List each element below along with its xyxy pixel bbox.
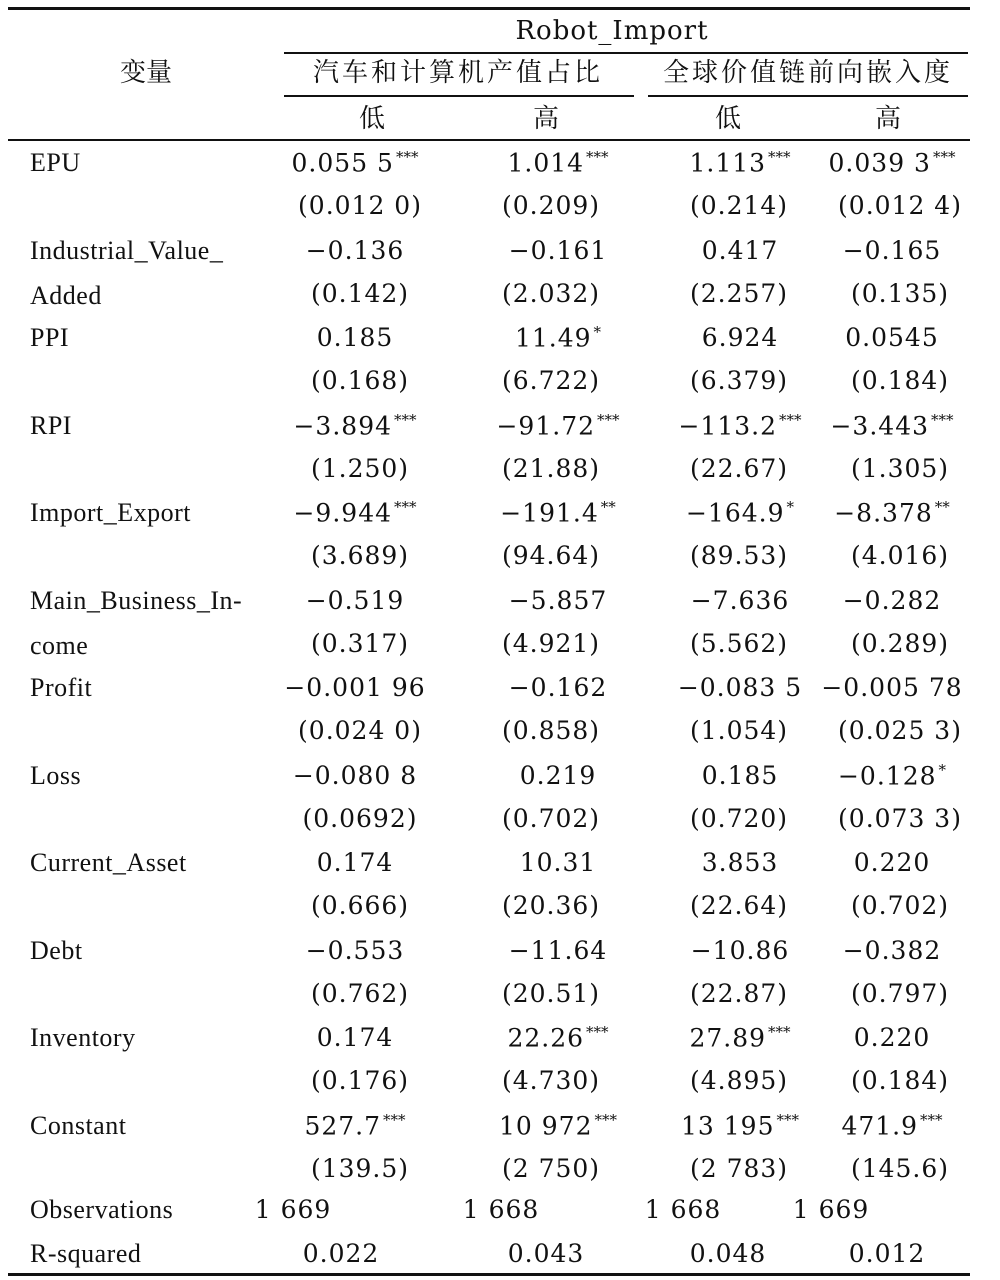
standard-error: (0.168) [310,366,410,395]
standard-error: (94.64) [501,541,601,570]
rsquared-value: 0.043 [507,1239,585,1268]
variable-label: Profit [30,673,93,702]
coefficient: 6.924 [701,323,779,352]
standard-error: (0.289) [850,628,950,658]
standard-error: (21.88) [501,453,601,483]
significance-stars: *** [920,1110,943,1129]
standard-error: (0.176) [310,1066,410,1095]
standard-error: (4.730) [501,1066,601,1095]
group-header-2: 全球价值链前向嵌入度 [662,58,954,88]
standard-error: (0.142) [310,278,410,308]
significance-stars: *** [586,148,609,166]
coefficient: −3.894 *** [293,410,417,440]
subgroup-rule-1 [284,95,634,97]
rsquared-value: 0.048 [689,1239,767,1268]
standard-error: (0.012 4) [838,191,962,220]
variable-label: Import_Export [30,498,192,527]
coefficient: 0.039 3 *** [828,148,956,178]
standard-error: (6.722) [501,366,601,395]
significance-stars: *** [931,410,954,429]
standard-error: (0.012 0) [298,191,422,220]
standard-error: (0.317) [310,628,410,658]
standard-error: (2 750) [501,1153,601,1183]
standard-error: (20.51) [501,978,601,1008]
coefficient: −191.4 ** [500,498,616,528]
standard-error: (0.184) [850,1066,950,1095]
coefficient: 0.219 [519,760,597,790]
standard-error: (0.702) [501,803,601,833]
group-header-1: 汽车和计算机产值占比 [312,58,604,88]
standard-error: (0.024 0) [298,716,422,745]
observations-label: Observations [30,1195,174,1224]
subgroup-header-3: 低 [714,104,742,134]
significance-stars: *** [768,1023,791,1041]
standard-error: (0.073 3) [838,803,962,833]
rsquared-value: 0.012 [848,1239,926,1268]
coefficient: 0.417 [701,235,779,265]
significance-stars: *** [594,1110,617,1129]
coefficient: −0.519 [305,585,405,615]
standard-error: (2.032) [501,278,601,308]
dependent-variable-header: Robot_Import [515,16,709,46]
variable-column-header: 变量 [119,58,173,88]
subgroup-header-1: 低 [358,104,386,134]
significance-stars: *** [586,1023,609,1041]
standard-error: (20.36) [501,891,601,920]
significance-stars: *** [776,1110,799,1129]
header-rule [8,139,970,141]
significance-stars: * [938,760,947,779]
rsquared-label: R-squared [30,1239,142,1268]
coefficient: −8.378 ** [834,498,950,528]
coefficient: 0.0545 [845,323,939,352]
coefficient: 0.055 5 *** [291,148,419,178]
variable-label: EPU [30,148,81,177]
significance-stars: *** [394,498,417,516]
standard-error: (2.257) [689,278,789,308]
observations-value: 1 668 [462,1195,540,1224]
rsquared-value: 0.022 [302,1239,380,1268]
coefficient: −9.944 *** [293,498,417,528]
standard-error: (22.64) [689,891,789,920]
coefficient: −0.162 [508,673,608,702]
group-rule [284,52,968,54]
standard-error: (0.720) [689,803,789,833]
standard-error: (1.250) [310,453,410,483]
variable-label: Industrial_Value_ [30,235,224,265]
coefficient: −0.128 * [837,760,947,790]
coefficient: 0.185 [316,323,394,352]
coefficient: 10.31 [519,848,597,877]
standard-error: (4.895) [689,1066,789,1095]
subgroup-header-2: 高 [532,104,560,134]
variable-label: Main_Business_In- [30,585,243,615]
subgroup-rule-2 [648,95,968,97]
standard-error: (4.016) [850,541,950,570]
coefficient: 11.49 * [514,323,602,353]
standard-error: (0.209) [501,191,601,220]
standard-error: (22.67) [689,453,789,483]
coefficient: 0.185 [701,760,779,790]
coefficient: 13 195 *** [681,1110,799,1140]
variable-label-continued: come [30,630,89,660]
coefficient: 27.89 *** [689,1023,791,1053]
coefficient: −164.9 * [685,498,795,528]
standard-error: (0.214) [689,191,789,220]
variable-label: Debt [30,935,83,965]
coefficient: 0.174 [316,1023,394,1052]
coefficient: 0.174 [316,848,394,877]
coefficient: 1.113 *** [689,148,791,178]
standard-error: (4.921) [501,628,601,658]
variable-label: Loss [30,760,82,790]
standard-error: (0.184) [850,366,950,395]
standard-error: (22.87) [689,978,789,1008]
coefficient: −0.001 96 [284,673,426,702]
coefficient: −113.2 *** [678,410,802,440]
significance-stars: *** [395,148,419,166]
standard-error: (2 783) [689,1153,789,1183]
coefficient: −7.636 [690,585,790,615]
bottom-rule [8,1273,970,1276]
coefficient: −0.553 [305,935,405,965]
variable-label: RPI [30,410,72,440]
variable-label: Inventory [30,1023,136,1052]
standard-error: (0.025 3) [838,716,962,745]
coefficient: 22.26 *** [507,1023,609,1053]
standard-error: (1.054) [689,716,789,745]
standard-error: (1.305) [850,453,950,483]
significance-stars: * [593,323,602,341]
standard-error: (89.53) [689,541,789,570]
coefficient: −0.382 [842,935,942,965]
subgroup-header-4: 高 [874,104,902,134]
observations-value: 1 669 [792,1195,870,1224]
standard-error: (0.135) [850,278,950,308]
coefficient: 10 972 *** [499,1110,617,1140]
coefficient: −0.161 [508,235,608,265]
coefficient: −0.080 8 [292,760,418,790]
coefficient: −0.136 [305,235,405,265]
standard-error: (0.0692) [302,803,418,833]
standard-error: (139.5) [310,1153,410,1183]
standard-error: (0.858) [501,716,601,745]
coefficient: 1.014 *** [507,148,609,178]
top-rule [8,7,970,10]
standard-error: (6.379) [689,366,789,395]
coefficient: −0.083 5 [677,673,803,702]
coefficient: −0.282 [842,585,942,615]
standard-error: (0.762) [310,978,410,1008]
significance-stars: *** [779,410,802,429]
variable-label: Current_Asset [30,848,187,877]
observations-value: 1 669 [254,1195,332,1224]
standard-error: (0.797) [850,978,950,1008]
standard-error: (5.562) [689,628,789,658]
coefficient: 527.7 *** [304,1110,406,1140]
coefficient: 3.853 [701,848,779,877]
coefficient: −10.86 [690,935,790,965]
observations-value: 1 668 [644,1195,722,1224]
coefficient: 0.220 [853,1023,931,1052]
significance-stars: *** [383,1110,406,1129]
significance-stars: *** [768,148,791,166]
coefficient: −3.443 *** [830,410,954,440]
significance-stars: * [786,498,795,516]
coefficient: −11.64 [508,935,608,965]
standard-error: (0.666) [310,891,410,920]
significance-stars: *** [597,410,620,429]
significance-stars: *** [394,410,417,429]
coefficient: −91.72 *** [496,410,620,440]
standard-error: (0.702) [850,891,950,920]
variable-label: Constant [30,1110,127,1140]
significance-stars: ** [934,498,950,516]
coefficient: −0.005 78 [821,673,963,702]
variable-label-continued: Added [30,280,102,310]
coefficient: 0.220 [853,848,931,877]
coefficient: −5.857 [508,585,608,615]
standard-error: (145.6) [850,1153,950,1183]
standard-error: (3.689) [310,541,410,570]
coefficient: 471.9 *** [841,1110,943,1140]
variable-label: PPI [30,323,70,352]
significance-stars: ** [600,498,616,516]
significance-stars: *** [932,148,956,166]
coefficient: −0.165 [842,235,942,265]
